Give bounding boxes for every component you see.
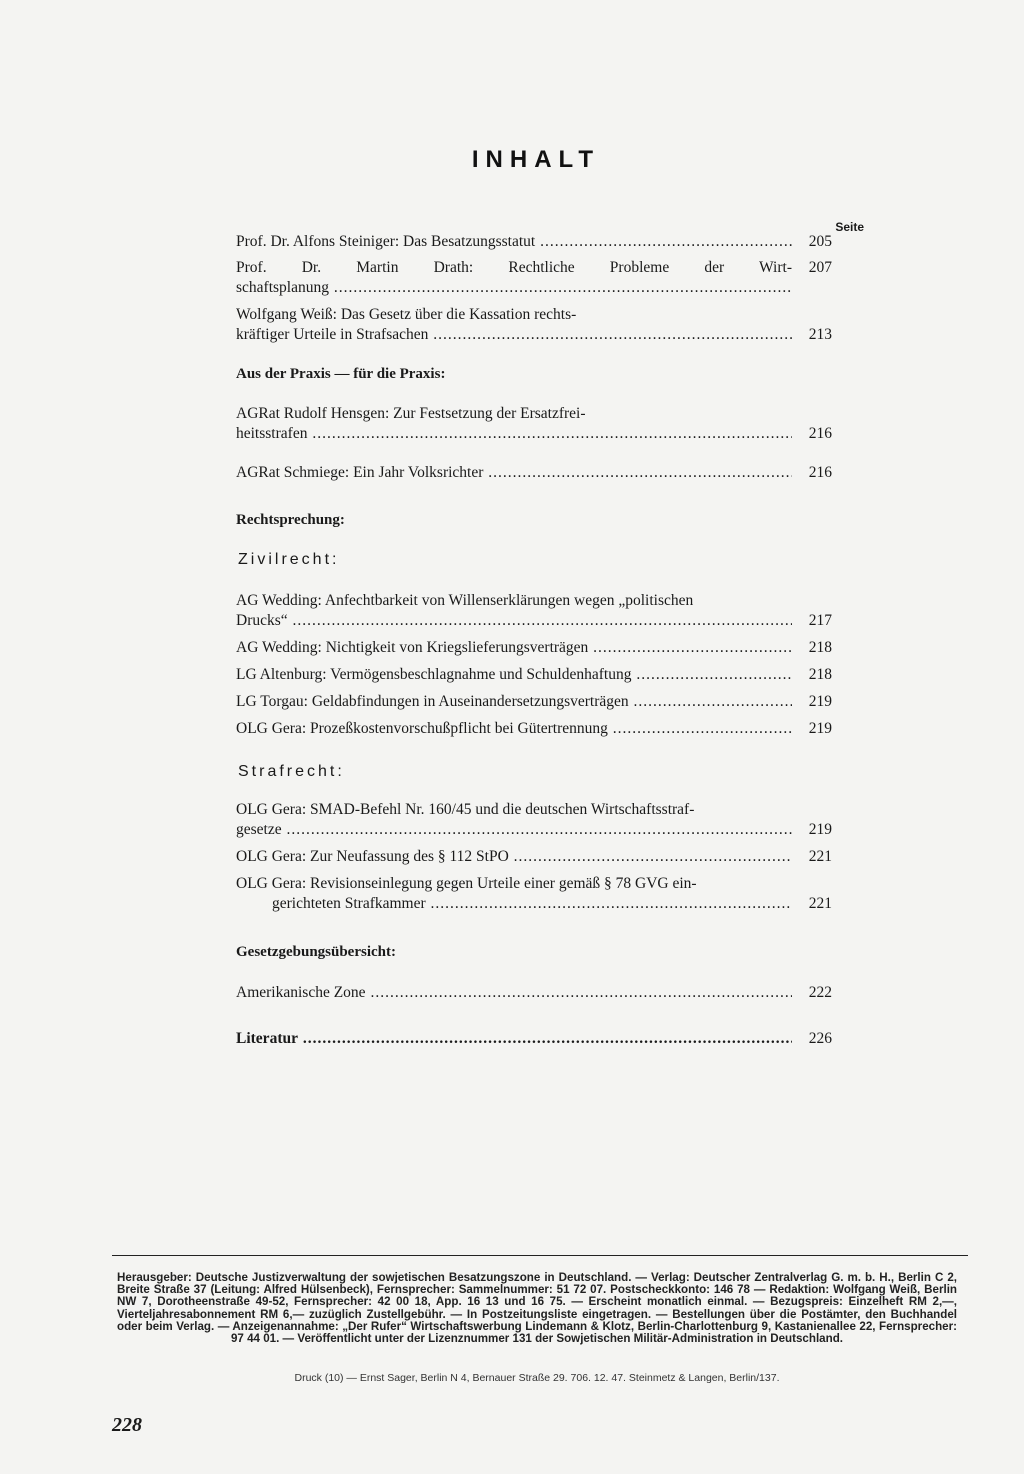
toc-entry-title: Wolfgang Weiß: Das Gesetz über die Kassation rechts- [236, 306, 577, 323]
toc-entry-page: 219 [808, 821, 832, 838]
toc-entry-page: 216 [808, 425, 832, 442]
toc-entry-page: 218 [808, 639, 832, 656]
printer-line: Druck (10) — Ernst Sager, Berlin N 4, Bernauer Straße 29. 706. 12. 47. Steinmetz & Langen, Berlin/137. [294, 1372, 780, 1384]
toc-entry[interactable] [236, 232, 832, 252]
toc-entry-title: Amerikanische Zone ..... [236, 983, 792, 1003]
toc-entry-title: LG Torgau: Geldabfindungen in Auseinandersetzungsverträgen ..... [236, 692, 792, 712]
toc-entry-page: 213 [808, 326, 832, 343]
toc-entry-title: AGRat Rudolf Hensgen: Zur Festsetzung der Ersatzfrei- [236, 405, 586, 422]
toc-entry-title: OLG Gera: Prozeßkostenvorschußpflicht bei Gütertrennung ..... [236, 719, 792, 739]
toc-entry-page: 218 [808, 666, 832, 683]
section-heading-praxis: Aus der Praxis — für die Praxis: [236, 366, 446, 382]
toc-entry[interactable] [236, 847, 832, 867]
section-heading-rechtsprechung: Rechtsprechung: [236, 512, 345, 528]
toc-entry-literatur[interactable] [236, 1029, 832, 1049]
toc-entry[interactable] [236, 638, 832, 658]
toc-entry-page: 226 [808, 1030, 832, 1047]
page-title: INHALT [471, 146, 601, 173]
toc-entry[interactable] [236, 800, 832, 840]
toc-entry-page: 219 [808, 720, 832, 737]
toc-entry[interactable] [236, 591, 832, 631]
imprint-text: Herausgeber: Deutsche Justizverwaltung der sowjetischen Besatzungszone in Deutschland. — Verlag: Deutscher Zentralverlag G. m. b. H., Berlin C 2, Breite Straße 37 (Leitung: Alfred Hülsenbeck), Fernsprecher: Sammelnummer: 51 72 07. Postscheckkonto: 146 78 — Redaktion: Wolfgang Weiß, Berlin NW 7, Dorotheenstraße 49-52, Fernsprecher: 42 00 18, App. 16 13 und 16 75. — Erscheint monatlich einmal. — Bezugspreis: Einzelheft RM 2,—, Vierteljahresabonnement RM 6,— zuzüglich Zustellgebühr. — In Postzeitungsliste eingetragen. — Bestellungen über die Postämter, den Buchhandel oder beim Verlag. — Anzeigenannahme: „Der Rufer“ Wirtschaftswerbung Lindemann & Klotz, Berlin-Charlottenburg 9, Kastanienallee 22, Fernsprecher: 97 44 01. — Veröffentlicht unter der Lizenznummer 131 der Sowjetischen Militär-Administration in Deutschland. [117, 1271, 957, 1346]
toc-entry-title: Literatur ..... [236, 1029, 792, 1049]
toc-entry-title-cont: gerichteten Strafkammer ..... [236, 894, 792, 914]
toc-entry-page: 207 [808, 259, 832, 276]
toc-entry-title-cont: schaftsplanung ..... [236, 278, 792, 298]
toc-entry-page: 217 [808, 612, 832, 629]
toc-entry-title: OLG Gera: Zur Neufassung des § 112 StPO ..... [236, 847, 792, 867]
toc-entry[interactable] [236, 983, 832, 1003]
toc-entry-title-cont: heitsstrafen ..... [236, 424, 792, 444]
toc-entry[interactable] [236, 874, 832, 914]
toc-entry-title-cont: Drucks“ ..... [236, 611, 792, 631]
toc-entry-page: 221 [808, 895, 832, 912]
toc-entry-page: 216 [808, 464, 832, 481]
toc-entry-title: OLG Gera: SMAD-Befehl Nr. 160/45 und die deutschen Wirtschaftsstraf- [236, 801, 695, 818]
toc-entry-title-cont: gesetze ..... [236, 820, 792, 840]
subheading-zivilrecht: Zivilrecht: [238, 551, 340, 568]
section-heading-gesetzgebung: Gesetzgebungsübersicht: [236, 944, 396, 960]
toc-entry-page: 221 [808, 848, 832, 865]
toc-entry[interactable] [236, 258, 832, 298]
toc-entry-page: 205 [808, 233, 832, 250]
toc-entry[interactable] [236, 692, 832, 712]
toc-entry-page: 219 [808, 693, 832, 710]
seite-column-label: Seite [835, 220, 864, 234]
toc-entry-title: AGRat Schmiege: Ein Jahr Volksrichter ..... [236, 463, 792, 483]
toc-entry[interactable] [236, 305, 832, 345]
footer-divider [112, 1255, 968, 1256]
subheading-strafrecht: Strafrecht: [238, 763, 345, 780]
toc-entry-title: AG Wedding: Nichtigkeit von Kriegslieferungsverträgen ..... [236, 638, 792, 658]
toc-entry[interactable] [236, 463, 832, 483]
toc-entry-page: 222 [808, 984, 832, 1001]
toc-entry-title: Prof. Dr. Alfons Steiniger: Das Besatzungsstatut ..... [236, 232, 792, 252]
toc-entry[interactable] [236, 404, 832, 444]
toc-entry-title: OLG Gera: Revisionseinlegung gegen Urteile einer gemäß § 78 GVG ein- [236, 875, 697, 892]
toc-entry-title: LG Altenburg: Vermögensbeschlagnahme und Schuldenhaftung ..... [236, 665, 792, 685]
toc-entry[interactable] [236, 719, 832, 739]
toc-entry-title: Prof. Dr. Martin Drath: Rechtliche Probleme der Wirt- [236, 259, 792, 276]
toc-entry[interactable] [236, 665, 832, 685]
toc-entry-title: AG Wedding: Anfechtbarkeit von Willenserklärungen wegen „politischen [236, 592, 694, 609]
page-number: 228 [112, 1414, 142, 1436]
toc-entry-title-cont: kräftiger Urteile in Strafsachen ..... [236, 325, 792, 345]
